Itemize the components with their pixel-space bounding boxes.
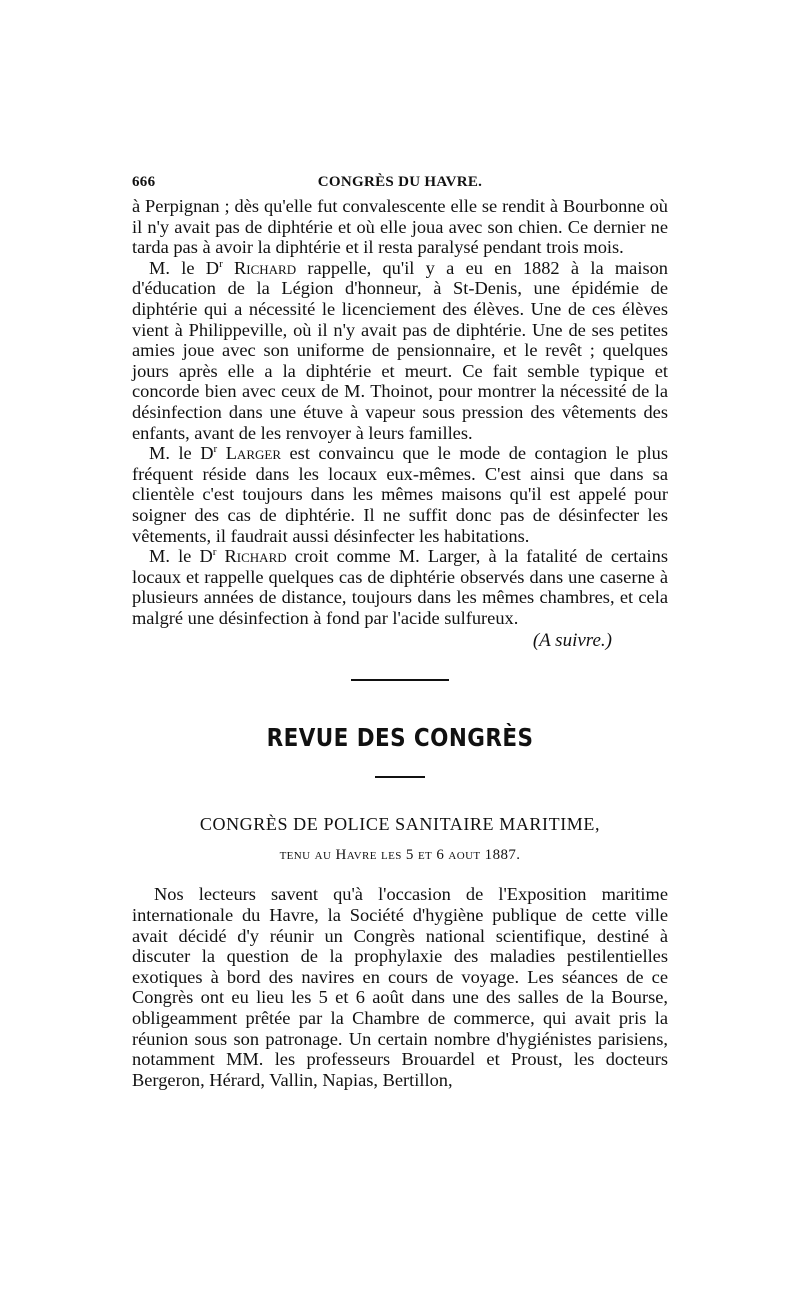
article-body	[132, 884, 668, 1090]
title-superscript: r	[212, 545, 217, 558]
discussion-text	[132, 196, 668, 628]
section-title: REVUE DES CONGRÈS	[266, 723, 534, 753]
paragraph-text: croit comme M. Larger, à la fatalité de certains locaux et rappelle quelques cas de diphtérie observés dans une caserne à plusieurs années de distance, toujours dans les mêmes chambres, et cela malgré une désinfection à fond par l'acide sulfureux.	[132, 546, 668, 628]
paragraph-larger	[132, 443, 668, 546]
title-divider	[375, 776, 425, 778]
speaker-name: Larger	[225, 443, 281, 464]
speaker-prefix: M. le D	[149, 546, 213, 567]
paragraph-richard-2	[132, 546, 668, 628]
paragraph-richard-1	[132, 258, 668, 443]
running-head	[132, 168, 668, 196]
paragraph-text: est convaincu que le mode de contagion le plus fréquent réside dans les locaux eux-mêmes. C'est ainsi que dans sa clientèle c'est toujours dans les mêmes maisons qu'il est appelé pour soigner des cas de diphtérie. Il ne suffit donc pas de désinfecter les vêtements, il faudrait aussi désinfecter les habitations.	[132, 443, 669, 546]
article-paragraph: Nos lecteurs savent qu'à l'occasion de l'Exposition maritime internationale du Havre, la Société d'hygiène publique de cette ville avait décidé d'y réunir un Congrès national scientifique, destiné à discuter la question de la prophylaxie des maladies pestilentielles exotiques à bord des navires en cours de voyage. Les séances de ce Congrès ont eu lieu les 5 et 6 août dans une des salles de la Bourse, obligeamment prêtée par la Chambre de commerce, qui avait pris la réunion sous son patronage. Un certain nombre d'hygiénistes parisiens, notamment MM. les professeurs Brouardel et Proust, les docteurs Bergeron, Hérard, Vallin, Napias, Bertillon,	[132, 884, 668, 1090]
article-subtitle: tenu au Havre les 5 et 6 aout 1887.	[279, 847, 521, 864]
title-superscript: r	[213, 443, 218, 455]
continued-note: (A suivre.)	[532, 630, 612, 652]
paragraph-text: rappelle, qu'il y a eu en 1882 à la maison d'éducation de la Légion d'honneur, à St-Denis, une épidémie de diphtérie qui a nécessité le licenciement des élèves. Une de ces élèves vient à Philippeville, où il n'y avait pas de diphtérie. Une de ses petites amies joue avec son uniforme de pensionnaire, et le revêt ; quelques jours après elle a la diphtérie et meurt. Ce fait semble typique et concorde bien avec ceux de M. Thoinot, pour montrer la nécessité de la désinfection dans une étuve à vapeur sous pression des vêtements des enfants, avant de les renvoyer à leurs familles.	[132, 257, 669, 443]
speaker-name: Richard	[224, 546, 287, 567]
running-title: CONGRÈS DU HAVRE.	[317, 174, 483, 190]
page-content	[132, 168, 668, 1090]
title-superscript: r	[219, 257, 223, 270]
page-number: 666	[132, 174, 156, 190]
paragraph-perpignan: à Perpignan ; dès qu'elle fut convalescente elle se rendit à Bourbonne où il n'y avait pas de diphtérie et où elle joua avec son chien. Ce dernier ne tarda pas à avoir la diphtérie et il resta paralysé pendant trois mois.	[132, 196, 668, 258]
speaker-name: Richard	[234, 257, 297, 278]
section-divider	[351, 679, 449, 681]
speaker-prefix: M. le D	[149, 257, 220, 278]
speaker-prefix: M. le D	[149, 443, 214, 464]
article-title: CONGRÈS DE POLICE SANITAIRE MARITIME,	[199, 814, 601, 835]
